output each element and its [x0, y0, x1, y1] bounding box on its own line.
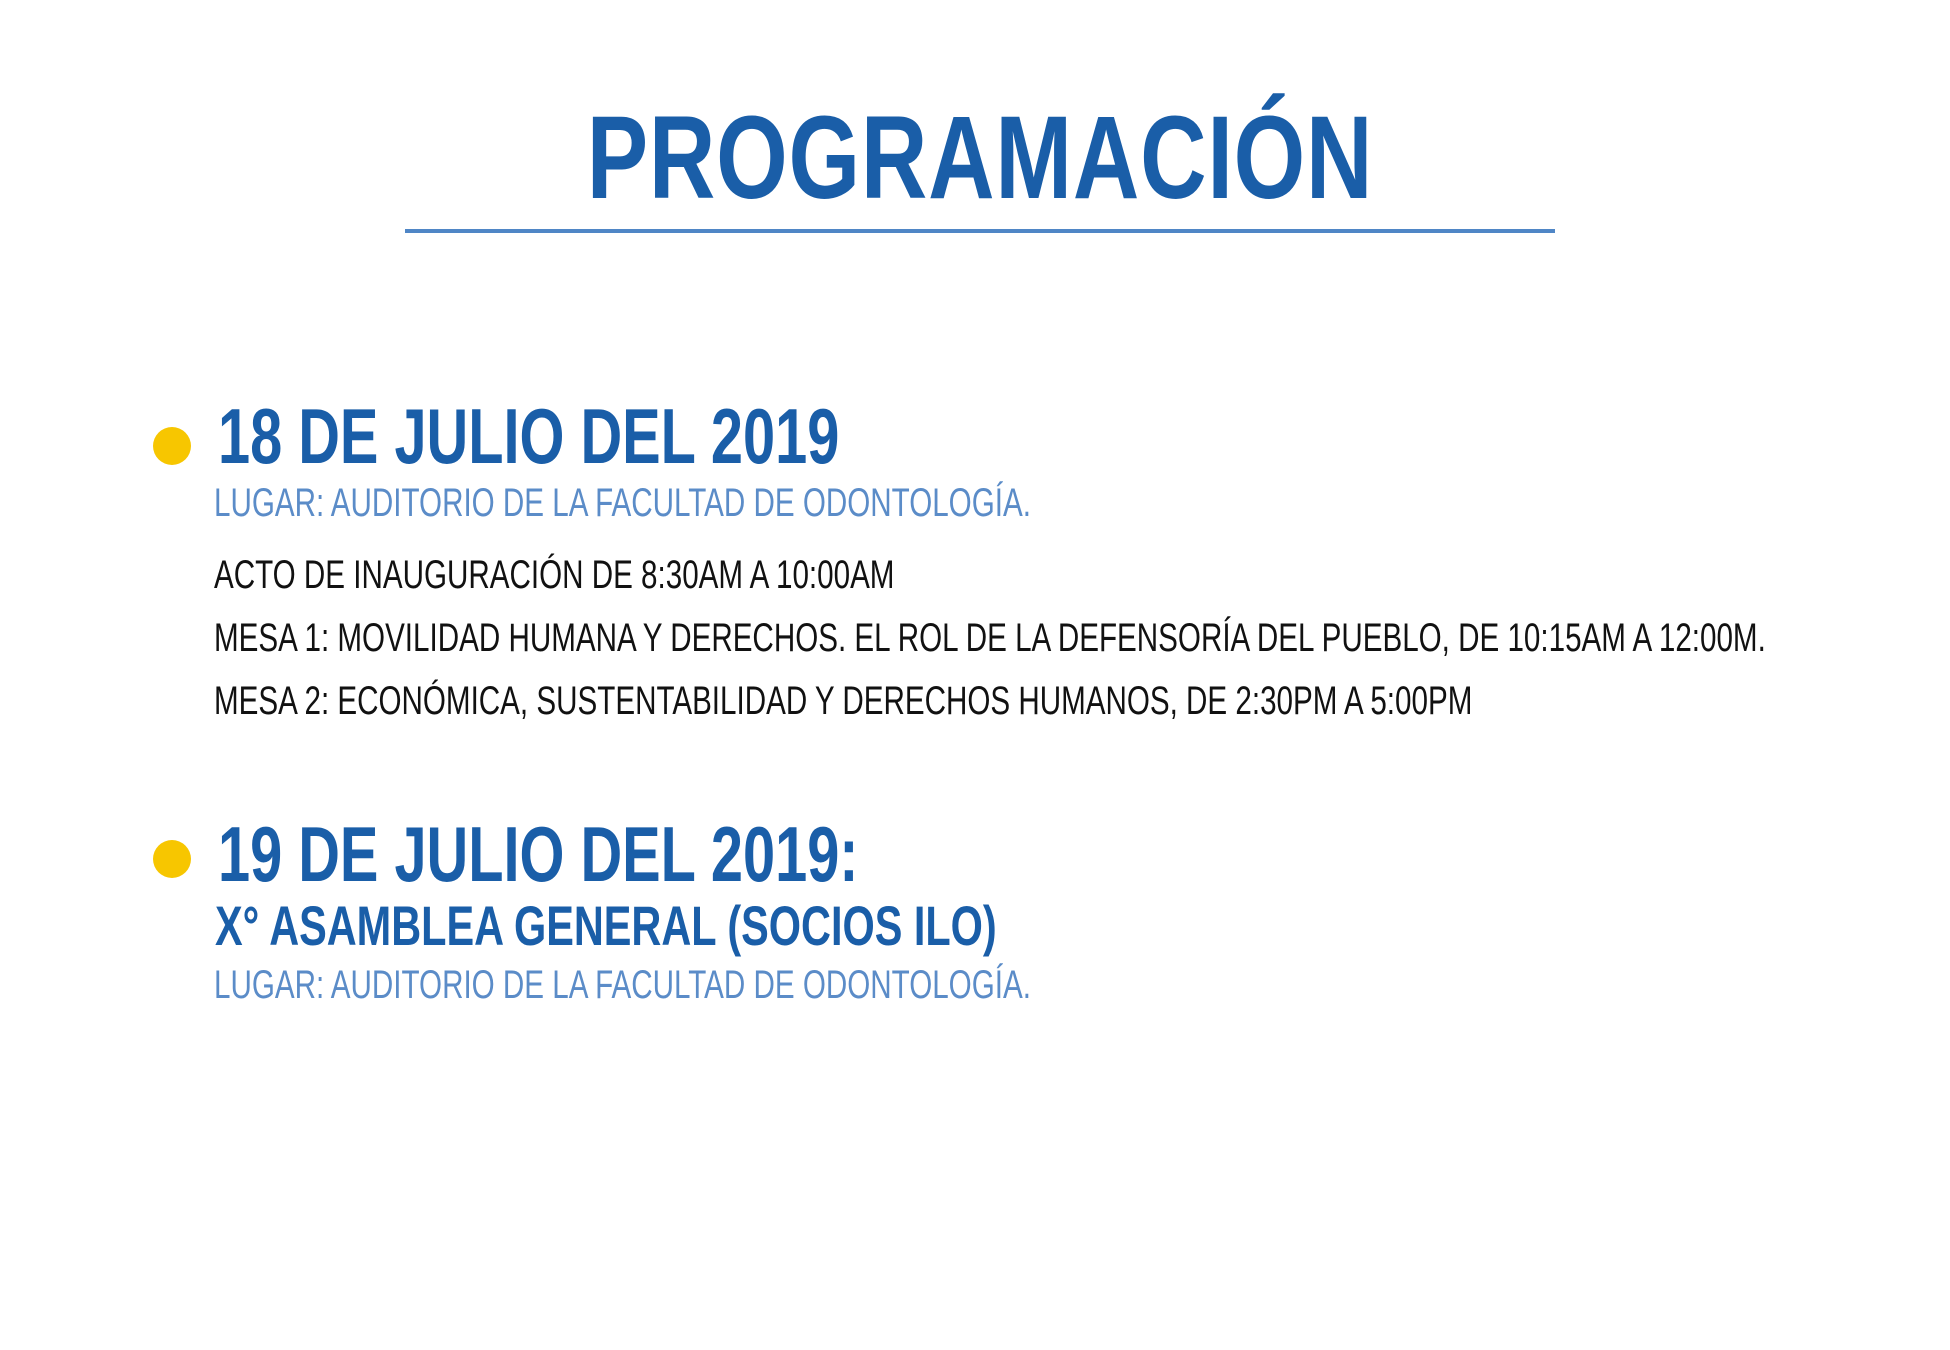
event-item: MESA 2: ECONÓMICA, SUSTENTABILIDAD Y DERECHOS HUMANOS, DE 2:30PM A 5:00PM [214, 679, 1473, 723]
section-place: LUGAR: AUDITORIO DE LA FACULTAD DE ODONTOLOGÍA. [214, 963, 1031, 1007]
section-subtitle: X° ASAMBLEA GENERAL (SOCIOS ILO) [215, 894, 997, 957]
event-item: MESA 1: MOVILIDAD HUMANA Y DERECHOS. EL ROL DE LA DEFENSORÍA DEL PUEBLO, DE 10:15AM A 12:00M. [214, 616, 1766, 660]
page-title: PROGRAMACIÓN [586, 92, 1374, 224]
title-underline [405, 229, 1555, 233]
section-place: LUGAR: AUDITORIO DE LA FACULTAD DE ODONTOLOGÍA. [214, 481, 1031, 525]
event-item: ACTO DE INAUGURACIÓN DE 8:30AM A 10:00AM [214, 553, 895, 597]
bullet-icon [153, 840, 191, 878]
section-date: 19 DE JULIO DEL 2019: [218, 810, 859, 898]
bullet-icon [153, 427, 191, 465]
section-date: 18 DE JULIO DEL 2019 [218, 392, 840, 480]
